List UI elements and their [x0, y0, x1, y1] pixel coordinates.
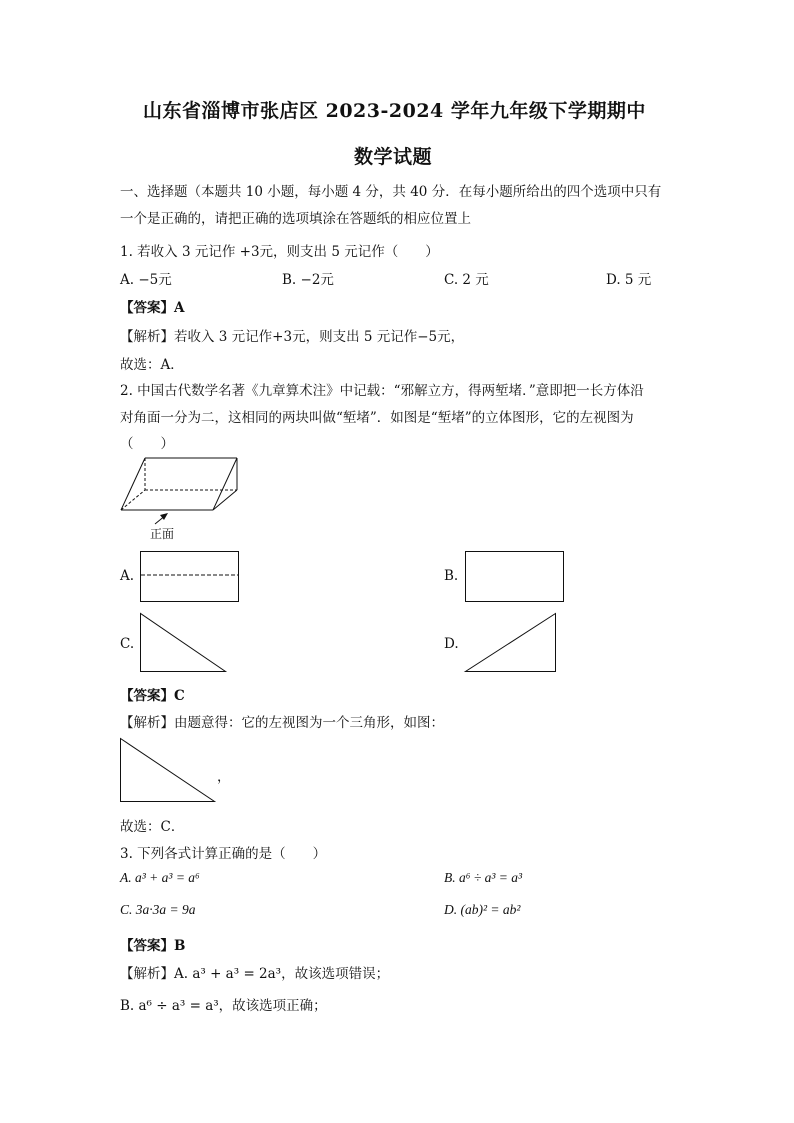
q2-conclusion: 故选：C． — [120, 819, 185, 835]
q2-option-b-label: B. — [444, 568, 459, 584]
q2-option-d-label: D. — [444, 636, 459, 652]
option-c-triangle — [141, 614, 226, 672]
q1-stem: 1. 若收入 3 元记作 +3元，则支出 5 元记作（ ） — [120, 244, 439, 260]
page-subtitle: 数学试题 — [354, 146, 433, 168]
q1-answer: 【答案】A — [120, 300, 185, 316]
front-label: 正面 — [150, 527, 175, 541]
q2-comma: ， — [217, 769, 231, 785]
q3-stem: 3. 下列各式计算正确的是（ ） — [120, 846, 327, 862]
q3-analysis-b: B. a⁶ ÷ a³ = a³，故该选项正确； — [120, 998, 327, 1014]
section-instructions-line1: 一、选择题（本题共 10 小题，每小题 4 分，共 40 分．在每小题所给出的四个选项中只有 — [120, 184, 662, 200]
q2-stem-line1: 2. 中国古代数学名著《九章算术注》中记载：“邪解立方，得两堑堵．”意即把一长方体沿 — [120, 383, 644, 399]
q2-analysis: 【解析】由题意得：它的左视图为一个三角形，如图： — [120, 715, 444, 731]
q1-option-c: C. 2 元 — [444, 272, 489, 288]
q1-option-d: D. 5 元 — [606, 272, 652, 288]
analysis-triangle — [121, 739, 215, 802]
q3-option-a: A. a³ + a³ = a⁶ — [120, 870, 200, 885]
q1-option-b: B. −2元 — [282, 272, 334, 288]
option-a-rectangle — [141, 552, 239, 602]
q2-stem-line2: 对角面一分为二，这相同的两块叫做“堑堵”．如图是“堑堵”的立体图形，它的左视图为 — [120, 410, 634, 426]
q1-analysis: 【解析】若收入 3 元记作+3元，则支出 5 元记作−5元， — [120, 329, 465, 345]
q1-conclusion: 故选：A． — [120, 357, 184, 373]
q1-option-a: A. −5元 — [120, 272, 172, 288]
q2-answer: 【答案】C — [120, 688, 185, 704]
q2-option-a-label: A. — [120, 568, 135, 584]
section-instructions-line2: 一个是正确的，请把正确的选项填涂在答题纸的相应位置上 — [120, 211, 471, 227]
q3-option-c: C. 3a·3a = 9a — [120, 902, 196, 917]
option-d-triangle — [466, 614, 556, 672]
q2-stem-line3: （ ） — [120, 436, 174, 452]
q3-option-d: D. (ab)² = ab² — [444, 902, 521, 917]
option-b-rectangle — [466, 552, 564, 602]
page-title: 山东省淄博市张店区 2023-2024 学年九年级下学期期中 — [143, 100, 646, 122]
q3-option-b: B. a⁶ ÷ a³ = a³ — [444, 870, 523, 885]
q3-answer: 【答案】B — [120, 938, 186, 954]
q2-option-c-label: C. — [120, 636, 135, 652]
q3-analysis-a: 【解析】A. a³ + a³ = 2a³，故该选项错误； — [120, 966, 390, 982]
